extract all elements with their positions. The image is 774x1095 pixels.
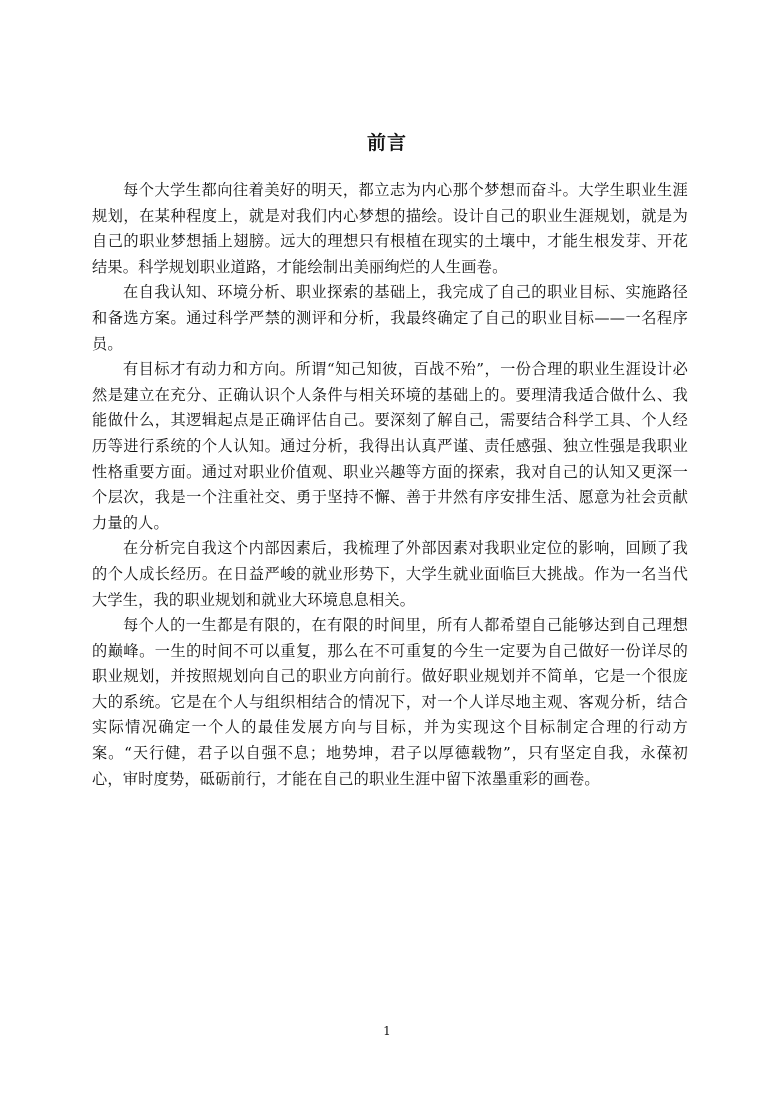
page-title: 前言 xyxy=(366,132,407,154)
page-number: 1 xyxy=(383,1024,391,1038)
paragraph: 在分析完自我这个内部因素后，我梳理了外部因素对我职业定位的影响，回顾了我的个人成长经历。在日益严峻的就业形势下，大学生就业面临巨大挑战。作为一名当代大学生，我的职业规划和就业大环境息息相关。 xyxy=(92,539,688,609)
paragraph: 在自我认知、环境分析、职业探索的基础上，我完成了自己的职业目标、实施路径和备选方案。通过科学严禁的测评和分析，我最终确定了自己的职业目标——一名程序员。 xyxy=(92,283,688,353)
paragraph: 每个大学生都向往着美好的明天，都立志为内心那个梦想而奋斗。大学生职业生涯规划，在某种程度上，就是对我们内心梦想的描绘。设计自己的职业生涯规划，就是为自己的职业梦想插上翅膀。远大的理想只有根植在现实的土壤中，才能生根发芽、开花结果。科学规划职业道路，才能绘制出美丽绚烂的人生画卷。 xyxy=(92,181,688,276)
paragraph: 每个人的一生都是有限的，在有限的时间里，所有人都希望自己能够达到自己理想的巅峰。一生的时间不可以重复，那么在不可重复的今生一定要为自己做好一份详尽的职业规划，并按照规划向自己的职业方向前行。做好职业规划并不简单，它是一个很庞大的系统。它是在个人与组织相结合的情况下，对一个人详尽地主观、客观分析，结合实际情况确定一个人的最佳发展方向与目标，并为实现这个目标制定合理的行动方案。“天行健，君子以自强不息；地势坤，君子以厚德载物”，只有坚定自我，永葆初心，审时度势，砥砺前行，才能在自己的职业生涯中留下浓墨重彩的画卷。 xyxy=(92,616,688,788)
body-text xyxy=(92,178,688,792)
paragraph: 有目标才有动力和方向。所谓“知己知彼，百战不殆”，一份合理的职业生涯设计必然是建立在充分、正确认识个人条件与相关环境的基础上的。要理清我适合做什么、我能做什么，其逻辑起点是正确评估自己。要深刻了解自己，需要结合科学工具、个人经历等进行系统的个人认知。通过分析，我得出认真严谨、责任感强、独立性强是我职业性格重要方面。通过对职业价值观、职业兴趣等方面的探索，我对自己的认知又更深一个层次，我是一个注重社交、勇于坚持不懈、善于井然有序安排生活、愿意为社会贡献力量的人。 xyxy=(92,360,688,532)
